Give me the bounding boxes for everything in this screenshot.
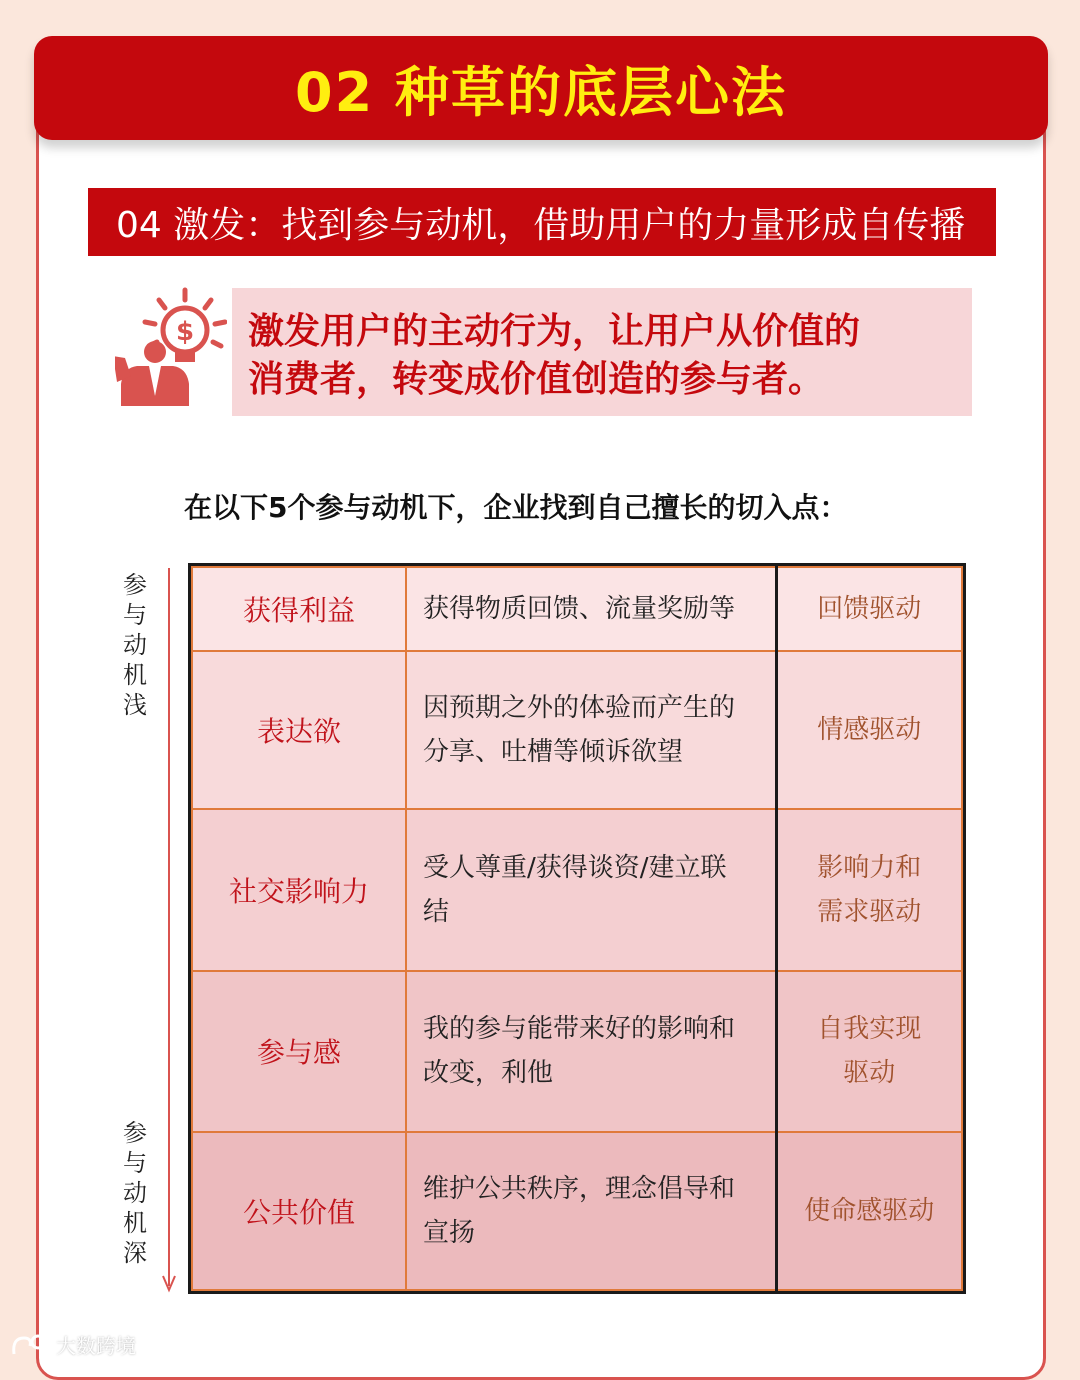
motive-cell: 参与感 [192,971,406,1132]
axis-char: 参 [123,1119,147,1147]
description-line: 宣扬 [423,1218,476,1248]
svg-text:$: $ [175,317,195,347]
axis-char: 机 [123,661,147,689]
table-row [192,971,962,1132]
description-cell [406,651,776,809]
table-row [192,567,962,651]
description-cell [406,567,776,651]
driver-line: 影响力和 [817,852,922,883]
quote-line-1: 激发用户的主动行为，让用户从价值的 [248,311,861,352]
description-cell [406,971,776,1132]
description-cell [406,809,776,970]
table-row [192,1132,962,1290]
table-row [192,809,962,970]
lightbulb-dollar-icon [115,286,227,412]
driver-line: 需求驱动 [817,896,922,927]
quote-box [232,288,972,416]
description-line: 结 [423,896,450,927]
description-line: 改变，利他 [423,1058,554,1089]
motive-cell: 公共价值 [192,1132,406,1290]
table-row [192,651,962,809]
axis-label-deep [118,1118,152,1268]
driver-cell [776,809,962,970]
driver-cell [776,971,962,1132]
title-banner [34,36,1048,140]
vertical-arrow-icon [160,568,178,1294]
description-cell [406,1132,776,1290]
motive-cell: 获得利益 [192,567,406,651]
motive-table [188,563,966,1294]
description-line: 获得物质回馈、流量奖励等 [423,594,736,625]
driver-line: 自我实现 [817,1014,922,1045]
watermark-text: 大数跨境 [56,1334,136,1358]
driver-line: 使命感驱动 [804,1196,935,1226]
description-line: 我的参与能带来好的影响和 [423,1014,736,1045]
axis-label-shallow [118,570,152,720]
axis-char: 动 [123,631,147,659]
axis-char: 深 [123,1239,147,1267]
page-title: 02 种草的底层心法 [295,60,787,124]
driver-cell [776,567,962,651]
axis-char: 与 [123,1149,147,1177]
description-line: 因预期之外的体验而产生的 [423,693,736,724]
subheading-bar [88,188,996,256]
intro-text: 在以下5个参与动机下，企业找到自己擅长的切入点： [184,491,848,524]
driver-cell [776,1132,962,1290]
description-line: 受人尊重/获得谈资/建立联 [423,852,727,883]
axis-char: 浅 [123,691,147,719]
subheading-text: 04 激发：找到参与动机，借助用户的力量形成自传播 [116,204,966,246]
motive-cell: 表达欲 [192,651,406,809]
quote-line-2: 消费者，转变成价值创造的参与者。 [248,359,825,400]
driver-line: 驱动 [843,1058,896,1089]
axis-char: 动 [123,1179,147,1207]
driver-cell [776,651,962,809]
watermark [10,1330,136,1359]
watermark-logo-icon [10,1332,50,1358]
description-line: 维护公共秩序，理念倡导和 [423,1174,736,1204]
driver-line: 回馈驱动 [817,594,922,625]
axis-char: 与 [123,601,147,629]
description-line: 分享、吐槽等倾诉欲望 [423,737,684,768]
driver-line: 情感驱动 [817,715,922,746]
axis-char: 参 [123,571,147,599]
motive-cell: 社交影响力 [192,809,406,970]
axis-char: 机 [123,1209,147,1237]
